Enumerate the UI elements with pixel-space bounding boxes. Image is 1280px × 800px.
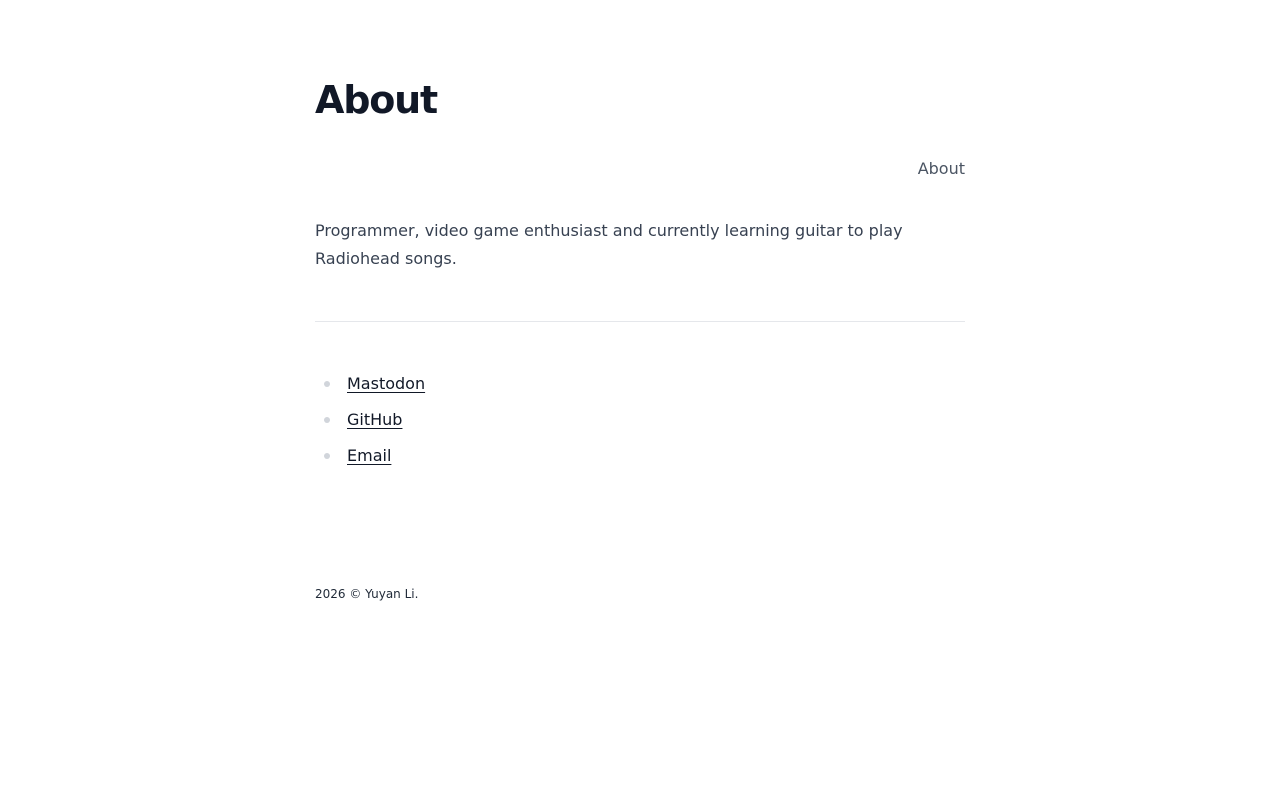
top-nav: [315, 157, 965, 181]
list-item: [315, 372, 965, 408]
nav-link-about[interactable]: About: [917, 159, 965, 178]
github-link[interactable]: GitHub: [347, 410, 403, 429]
page-container: [315, 0, 965, 604]
page-title: About: [315, 78, 437, 122]
email-link[interactable]: Email: [347, 446, 392, 465]
list-item: [315, 444, 965, 480]
divider: [315, 321, 965, 322]
bullet-icon: [324, 417, 330, 423]
list-item: [315, 408, 965, 444]
bio-text: Programmer, video game enthusiast and currently learning guitar to play Radiohead songs.: [315, 221, 903, 268]
bullet-icon: [324, 453, 330, 459]
social-links-list: [315, 372, 965, 480]
footer-copyright: 2026 © Yuyan Li.: [315, 587, 419, 601]
bullet-icon: [324, 381, 330, 387]
mastodon-link[interactable]: Mastodon: [347, 374, 426, 393]
